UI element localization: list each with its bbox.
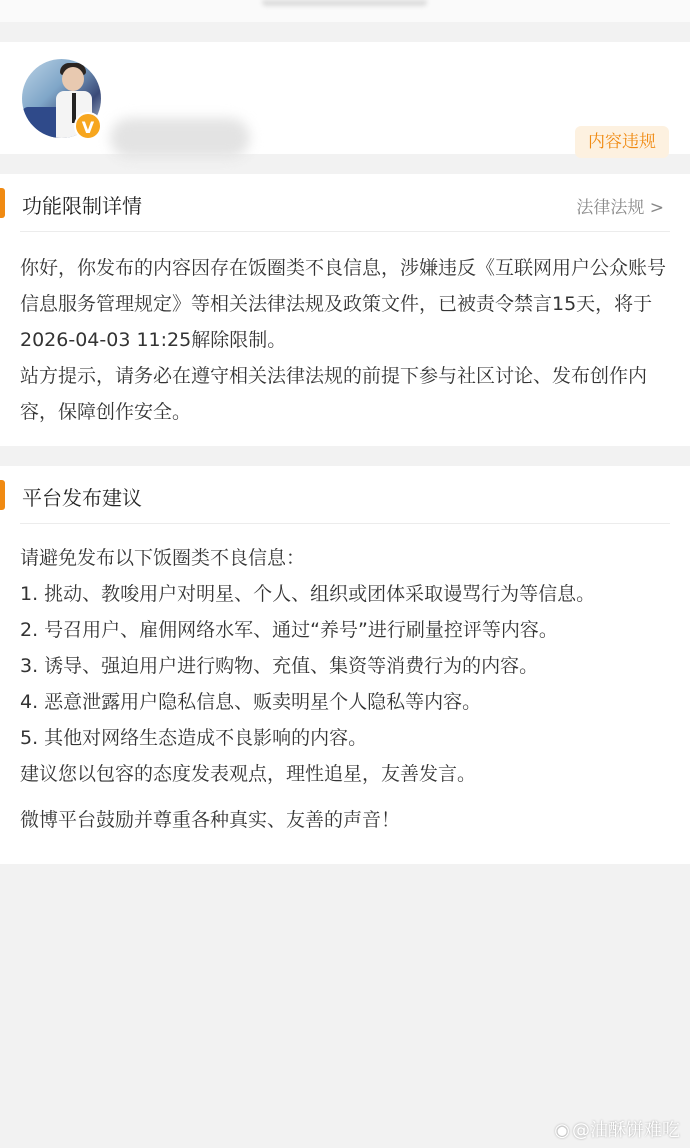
advice-header xyxy=(0,466,690,524)
restriction-paragraph: 站方提示，请务必在遵守相关法律法规的前提下参与社区讨论、发布创作内容，保障创作安全。 xyxy=(20,365,648,423)
advice-body xyxy=(0,524,690,838)
advice-item: 3. 诱导、强迫用户进行购物、充值、集资等消费行为的内容。 xyxy=(20,655,539,677)
section-accent-bar xyxy=(0,480,5,510)
laws-link[interactable] xyxy=(576,193,664,218)
blurred-username xyxy=(110,118,250,158)
advice-closing: 微博平台鼓励并尊重各种真实、友善的声音！ xyxy=(20,809,401,831)
restriction-title: 功能限制详情 xyxy=(22,194,142,218)
section-divider xyxy=(20,523,670,524)
blurred-top-title xyxy=(262,0,427,6)
restriction-card xyxy=(0,174,690,446)
restriction-header xyxy=(0,174,690,232)
restriction-body xyxy=(0,232,690,430)
avatar-face xyxy=(62,67,84,91)
advice-item: 2. 号召用户、雇佣网络水军、通过“养号”进行刷量控评等内容。 xyxy=(20,619,558,641)
top-bar xyxy=(0,0,690,22)
watermark xyxy=(554,1116,680,1142)
advice-intro: 请避免发布以下饭圈类不良信息： xyxy=(20,547,306,569)
advice-suggestion: 建议您以包容的态度发表观点，理性追星，友善发言。 xyxy=(20,763,477,785)
section-divider xyxy=(20,231,670,232)
watermark-text: @油酥饼难吃 xyxy=(572,1120,680,1141)
chevron-right-icon: > xyxy=(649,198,664,218)
restriction-paragraph: 你好，你发布的内容因存在饭圈类不良信息，涉嫌违反《互联网用户公众账号信息服务管理规定》等相关法律法规及政策文件，已被责令禁言15天，将于2026-04-03 11:25解除限制。 xyxy=(20,257,667,351)
advice-item: 5. 其他对网络生态造成不良影响的内容。 xyxy=(20,727,368,749)
advice-item: 4. 恶意泄露用户隐私信息、贩卖明星个人隐私等内容。 xyxy=(20,691,482,713)
advice-title: 平台发布建议 xyxy=(22,486,142,510)
advice-card xyxy=(0,466,690,864)
advice-item: 1. 挑动、教唆用户对明星、个人、组织或团体采取谩骂行为等信息。 xyxy=(20,583,596,605)
weibo-logo-icon: ◉ xyxy=(554,1120,570,1141)
user-card xyxy=(0,42,690,154)
verified-badge-icon: V xyxy=(74,112,102,140)
section-accent-bar xyxy=(0,188,5,218)
content-violation-badge: 内容违规 xyxy=(575,126,669,158)
laws-link-label: 法律法规 xyxy=(576,198,645,218)
